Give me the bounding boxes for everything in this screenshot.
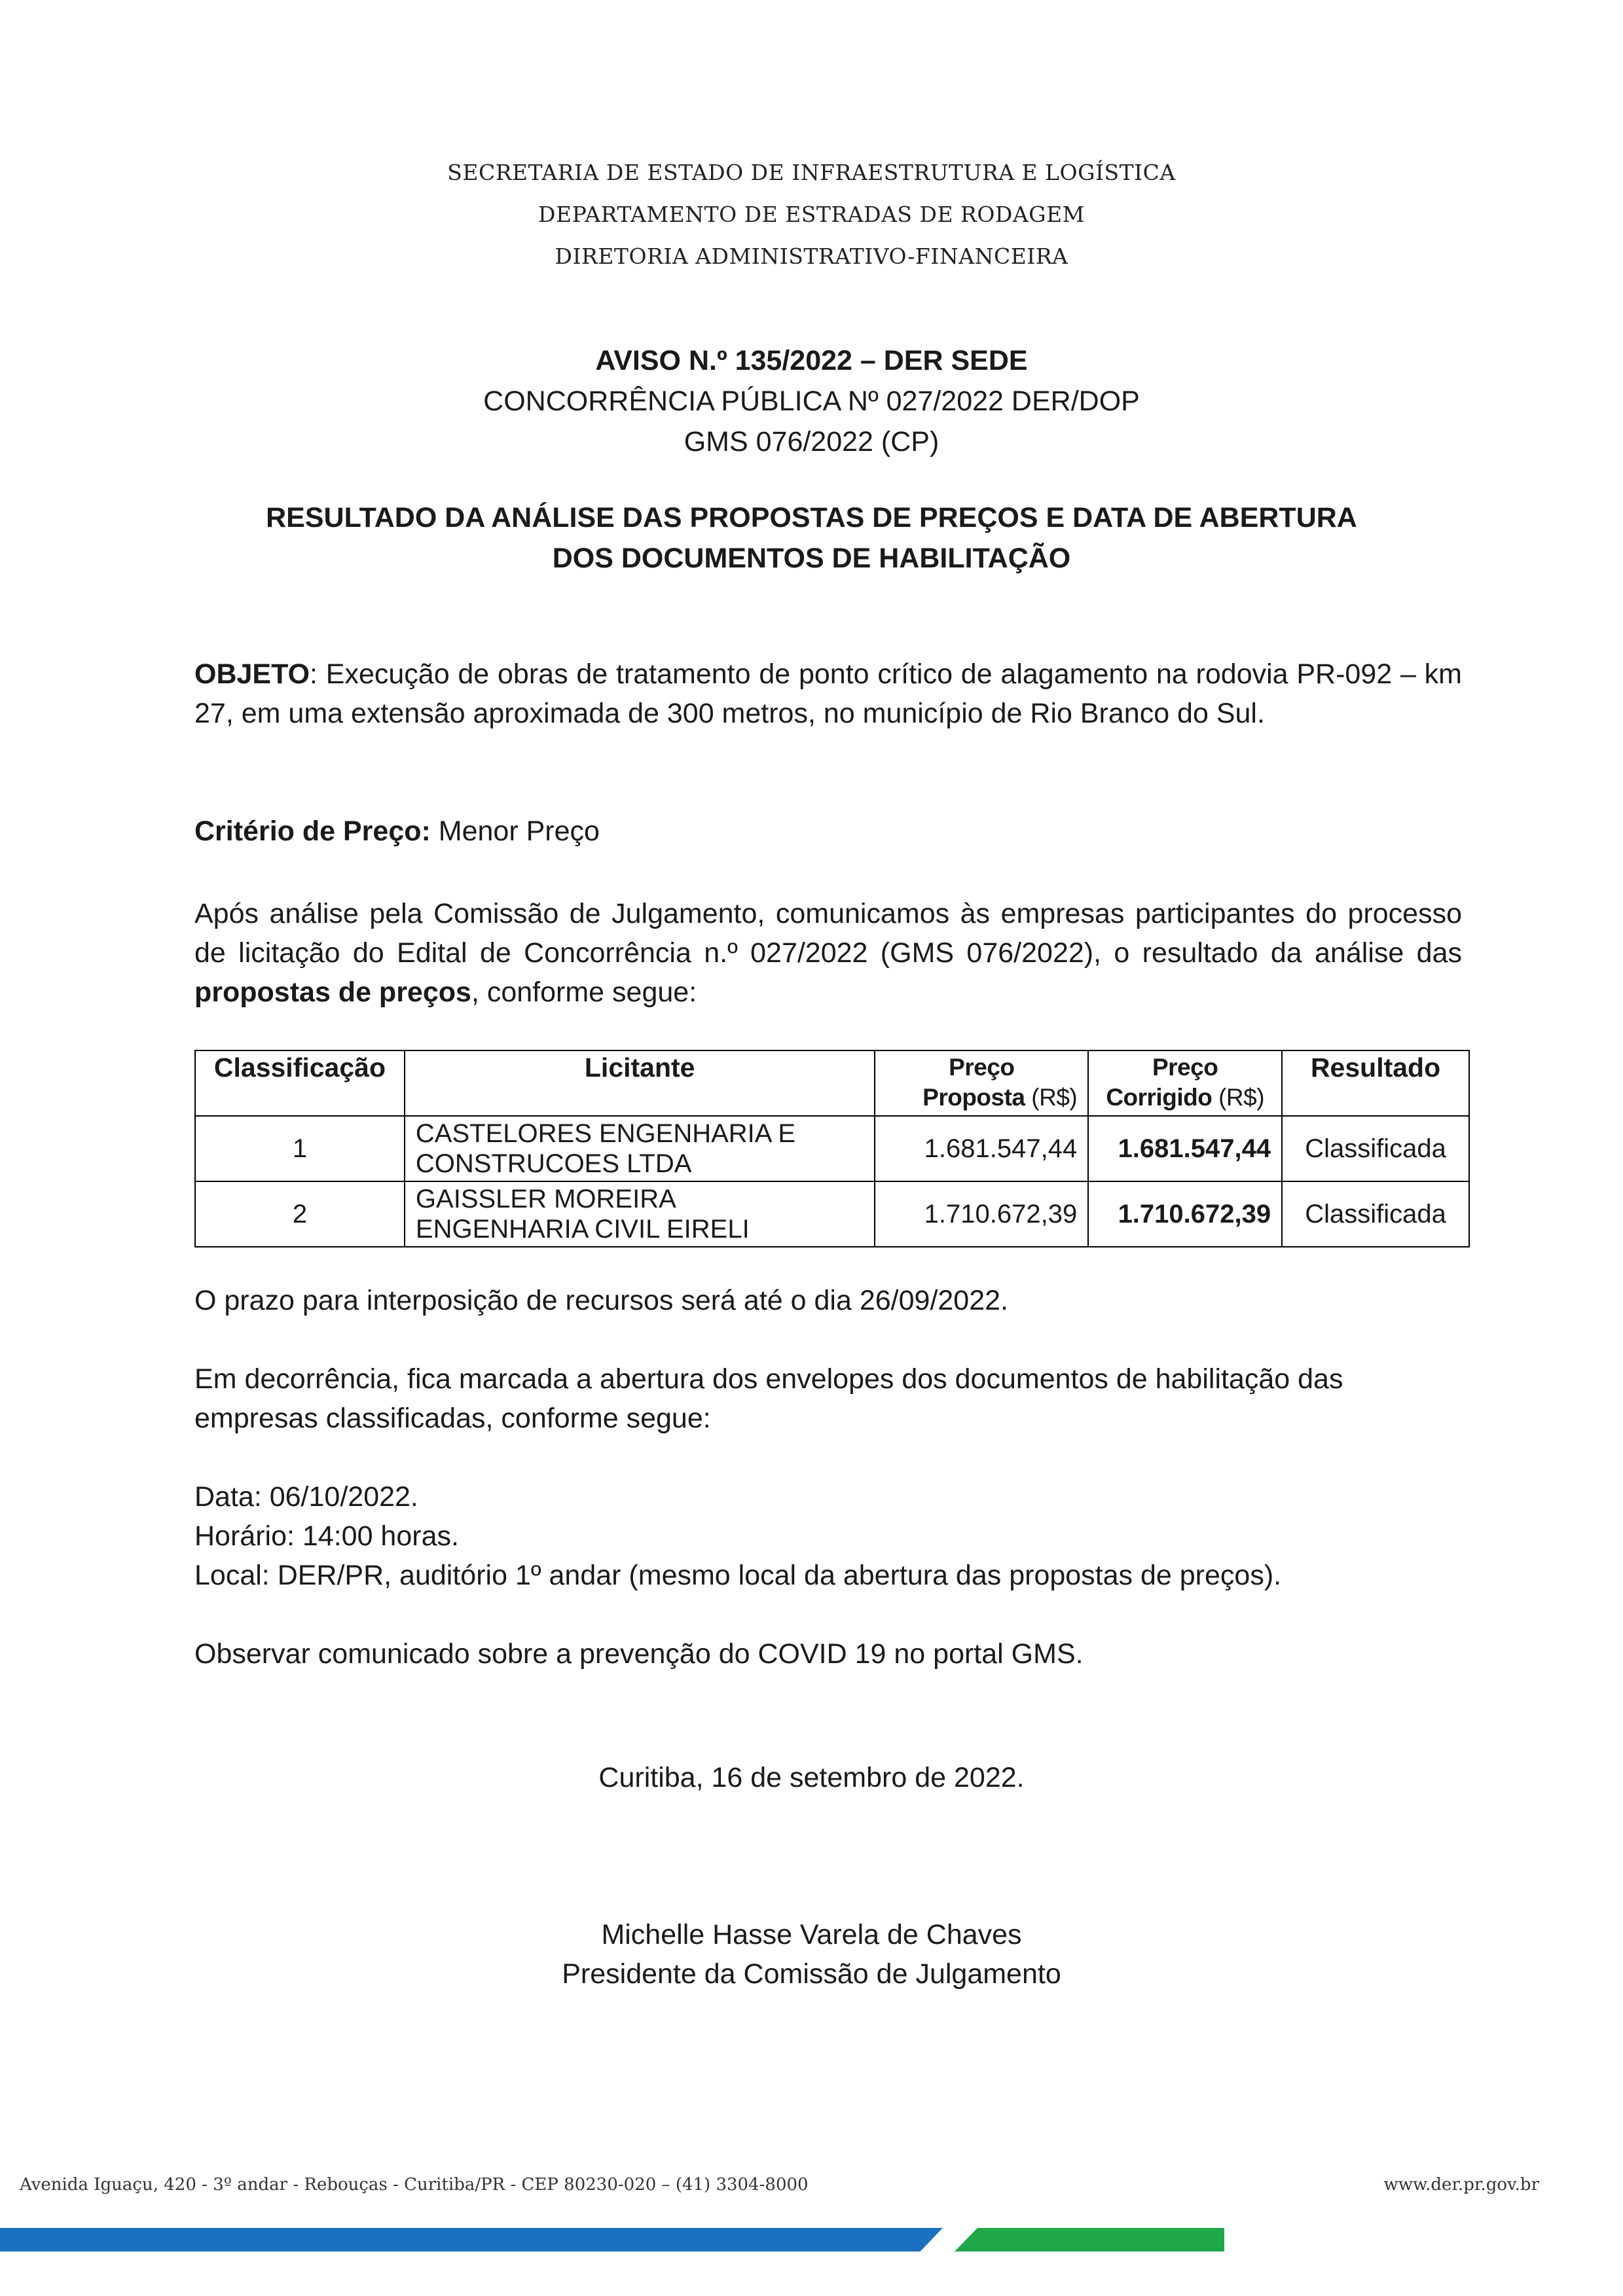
header-preco-corrigido-line1: Preço bbox=[1152, 1054, 1218, 1081]
cell-classificacao: 2 bbox=[195, 1181, 405, 1247]
agenda-data: Data: 06/10/2022. bbox=[194, 1481, 418, 1513]
header-preco-corrigido bbox=[1088, 1050, 1282, 1116]
objeto-paragraph bbox=[194, 655, 1462, 733]
result-title-line2: DOS DOCUMENTOS DE HABILITAÇÃO bbox=[552, 543, 1071, 574]
header-line-diretoria: DIRETORIA ADMINISTRATIVO-FINANCEIRA bbox=[555, 243, 1068, 269]
header-preco-corrigido-unit: (R$) bbox=[1212, 1084, 1265, 1111]
institution-header bbox=[0, 152, 1623, 278]
cell-preco-corrigido: 1.681.547,44 bbox=[1088, 1116, 1282, 1181]
cell-licitante-line2: ENGENHARIA CIVIL EIRELI bbox=[415, 1215, 750, 1244]
header-preco-proposta-unit: (R$) bbox=[1025, 1084, 1078, 1111]
footer-blue-stripe bbox=[0, 2228, 943, 2251]
header-line-departamento: DEPARTAMENTO DE ESTRADAS DE RODAGEM bbox=[538, 202, 1085, 227]
result-title bbox=[0, 497, 1623, 579]
cell-licitante-line1: CASTELORES ENGENHARIA E bbox=[415, 1119, 796, 1148]
objeto-label: OBJETO bbox=[194, 658, 310, 690]
header-classificacao: Classificação bbox=[195, 1050, 405, 1116]
analise-text-after: , conforme segue: bbox=[471, 977, 697, 1008]
header-resultado: Resultado bbox=[1282, 1050, 1469, 1116]
agenda-block bbox=[194, 1477, 1462, 1595]
header-preco-proposta-line1: Preço bbox=[949, 1054, 1015, 1081]
footer-website: www.der.pr.gov.br bbox=[1383, 2175, 1539, 2195]
objeto-text: : Execução de obras de tratamento de ponto crítico de alagamento na rodovia PR-092 – km 27, em uma extensão aproximada de 300 metros, no município de Rio Branco do Sul. bbox=[194, 658, 1462, 729]
footer-green-stripe bbox=[955, 2228, 1224, 2251]
signature-block bbox=[0, 1915, 1623, 1994]
analise-text-before: Após análise pela Comissão de Julgamento, comunicamos às empresas participantes do processo de licitação do Edital de Concorrência n.º 027/2022 (GMS 076/2022), o resultado da análise das bbox=[194, 898, 1462, 969]
cell-licitante-line1: GAISSLER MOREIRA bbox=[415, 1185, 676, 1213]
header-preco-proposta bbox=[875, 1050, 1088, 1116]
analise-bold: propostas de preços bbox=[194, 977, 471, 1008]
result-title-line1: RESULTADO DA ANÁLISE DAS PROPOSTAS DE PREÇOS E DATA DE ABERTURA bbox=[266, 502, 1357, 533]
gms-line: GMS 076/2022 (CP) bbox=[684, 426, 939, 457]
cell-licitante bbox=[405, 1181, 875, 1247]
analise-paragraph bbox=[194, 894, 1462, 1012]
table-header-row bbox=[195, 1050, 1469, 1116]
header-licitante: Licitante bbox=[405, 1050, 875, 1116]
cell-resultado: Classificada bbox=[1282, 1181, 1469, 1247]
results-table bbox=[194, 1050, 1470, 1247]
cell-preco-proposta: 1.710.672,39 bbox=[875, 1181, 1088, 1247]
cell-preco-proposta: 1.681.547,44 bbox=[875, 1116, 1088, 1181]
table-row bbox=[195, 1116, 1469, 1181]
cell-licitante bbox=[405, 1116, 875, 1181]
date-place: Curitiba, 16 de setembro de 2022. bbox=[598, 1762, 1025, 1793]
decorrencia-paragraph: Em decorrência, fica marcada a abertura dos envelopes dos documentos de habilitação das empresas classificadas, conforme segue: bbox=[194, 1363, 1343, 1434]
notice-number: AVISO N.º 135/2022 – DER SEDE bbox=[595, 345, 1028, 376]
prazo-paragraph: O prazo para interposição de recursos será até o dia 26/09/2022. bbox=[194, 1285, 1008, 1316]
cell-classificacao: 1 bbox=[195, 1116, 405, 1181]
criterio-paragraph bbox=[194, 812, 1462, 851]
header-preco-proposta-line2: Proposta bbox=[922, 1084, 1025, 1111]
cell-preco-corrigido: 1.710.672,39 bbox=[1088, 1181, 1282, 1247]
criterio-label: Critério de Preço: bbox=[194, 816, 431, 847]
signature-name: Michelle Hasse Varela de Chaves bbox=[601, 1919, 1022, 1950]
table-row bbox=[195, 1181, 1469, 1247]
agenda-local: Local: DER/PR, auditório 1º andar (mesmo local da abertura das propostas de preços). bbox=[194, 1560, 1282, 1591]
header-preco-corrigido-line2: Corrigido bbox=[1106, 1084, 1213, 1111]
agenda-horario: Horário: 14:00 horas. bbox=[194, 1520, 459, 1552]
criterio-value: Menor Preço bbox=[430, 816, 600, 847]
cell-resultado: Classificada bbox=[1282, 1116, 1469, 1181]
cell-licitante-line2: CONSTRUCOES LTDA bbox=[415, 1149, 692, 1178]
footer-address: Avenida Iguaçu, 420 - 3º andar - Rebouças - Curitiba/PR - CEP 80230-020 – (41) 3304-8000 bbox=[20, 2175, 809, 2195]
header-line-secretaria: SECRETARIA DE ESTADO DE INFRAESTRUTURA E LOGÍSTICA bbox=[447, 160, 1176, 185]
notice-title-block bbox=[0, 340, 1623, 462]
signature-role: Presidente da Comissão de Julgamento bbox=[562, 1958, 1061, 1990]
covid-notice: Observar comunicado sobre a prevenção do COVID 19 no portal GMS. bbox=[194, 1638, 1084, 1670]
concorrencia-line: CONCORRÊNCIA PÚBLICA Nº 027/2022 DER/DOP bbox=[483, 386, 1140, 417]
